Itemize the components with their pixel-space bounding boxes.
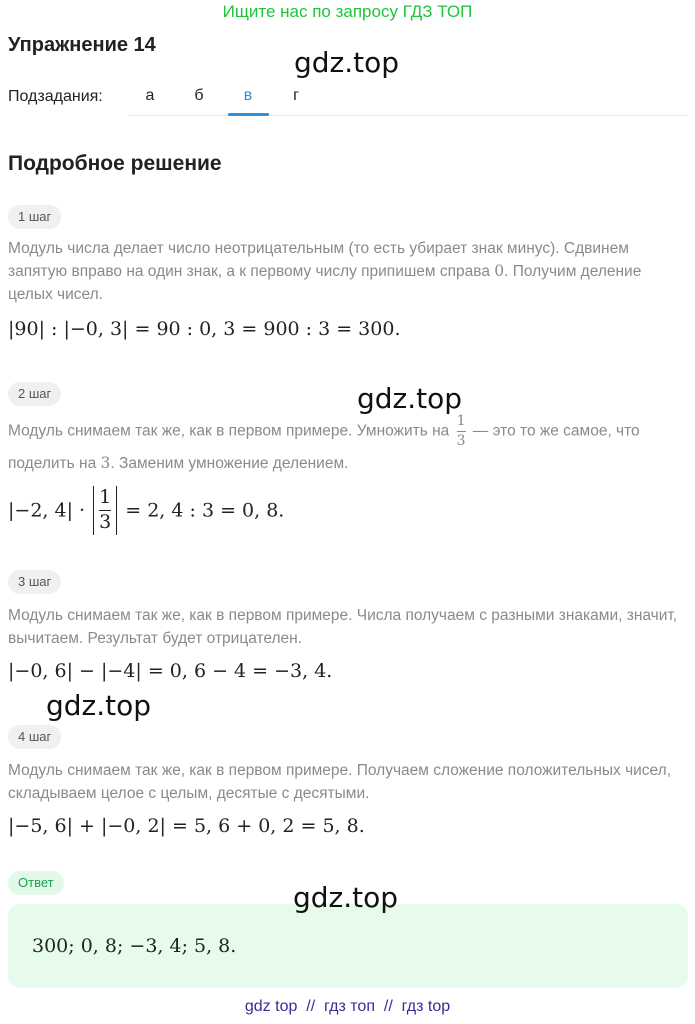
fraction-denominator: 3 (99, 510, 112, 533)
step-2-text-part: Модуль снимаем так же, как в первом примере. Умножить на (8, 422, 454, 440)
step-2-text-part: . Заменим умножение делением. (110, 455, 349, 473)
step-2-inline-fraction (457, 414, 466, 448)
active-tab-indicator (228, 113, 269, 116)
watermark: gdz.top (294, 46, 400, 79)
fraction-numerator: 1 (456, 413, 466, 429)
subtasks-divider (128, 115, 688, 116)
step-3-formula: |−0, 6| − |−4| = 0, 6 − 4 = −3, 4. (8, 660, 333, 682)
step-1-text-part: Модуль числа делает число неотрицательным (то есть убирает знак минус). Сдвинем запятую вправо на один знак, а к первому числу припишем справа (8, 240, 629, 280)
tab-v[interactable]: в (243, 87, 253, 104)
tab-b[interactable]: б (194, 87, 204, 104)
step-4-text: Модуль снимаем так же, как в первом примере. Получаем сложение положительных чисел, складываем целое с целым, десятые с десятыми. (8, 762, 672, 802)
subtasks-label: Подзадания: (8, 88, 103, 105)
watermark: gdz.top (46, 689, 152, 722)
section-title: Подробное решение (8, 152, 222, 175)
step-2-formula-fraction (99, 488, 111, 533)
step-1-text-part: . Получим деление целых чисел. (8, 263, 642, 303)
step-4-formula: |−5, 6| + |−0, 2| = 5, 6 + 0, 2 = 5, 8. (8, 815, 365, 837)
step-2-formula-right: = 2, 4 : 3 = 0, 8. (119, 499, 285, 522)
step-3-text: Модуль снимаем так же, как в первом примере. Числа получаем с разными знаками, значит, вычитаем. Результат будет отрицателен. (8, 607, 678, 647)
footer-text[interactable]: gdz top // гдз топ // гдз top (244, 998, 451, 1015)
exercise-title: Упражнение 14 (8, 34, 156, 56)
step-2-formula (8, 486, 284, 535)
step-2-formula-left: |−2, 4| · (8, 499, 92, 522)
step-1-text-math: 0 (494, 262, 505, 280)
tab-a[interactable]: а (145, 87, 155, 104)
fraction-numerator: 1 (99, 486, 112, 508)
step-2-text-math: 3 (100, 454, 111, 473)
step-1-text (8, 237, 678, 306)
tab-g[interactable]: г (293, 87, 299, 104)
promo-banner[interactable]: Ищите нас по запросу ГДЗ ТОП (222, 2, 473, 21)
step-1-formula: |90| : |−0, 3| = 90 : 0, 3 = 900 : 3 = 300. (8, 318, 401, 340)
fraction-bar (457, 431, 466, 432)
step-2-badge: 2 шаг (8, 382, 61, 406)
watermark: gdz.top (293, 881, 399, 914)
step-2-text (8, 414, 678, 479)
footer-links[interactable] (0, 998, 695, 1016)
answer-badge: Ответ (8, 871, 64, 895)
step-3-badge: 3 шаг (8, 570, 61, 594)
step-2-text-part: поделить на (8, 455, 101, 473)
answer-value: 300; 0, 8; −3, 4; 5, 8. (32, 935, 237, 957)
watermark: gdz.top (357, 382, 463, 415)
absolute-value-bars (93, 486, 117, 535)
fraction-denominator: 3 (456, 432, 466, 449)
step-4-badge: 4 шаг (8, 725, 61, 749)
step-2-text-part: — это то же самое, что (468, 422, 640, 440)
answer-box (8, 904, 688, 988)
step-1-badge: 1 шаг (8, 205, 61, 229)
